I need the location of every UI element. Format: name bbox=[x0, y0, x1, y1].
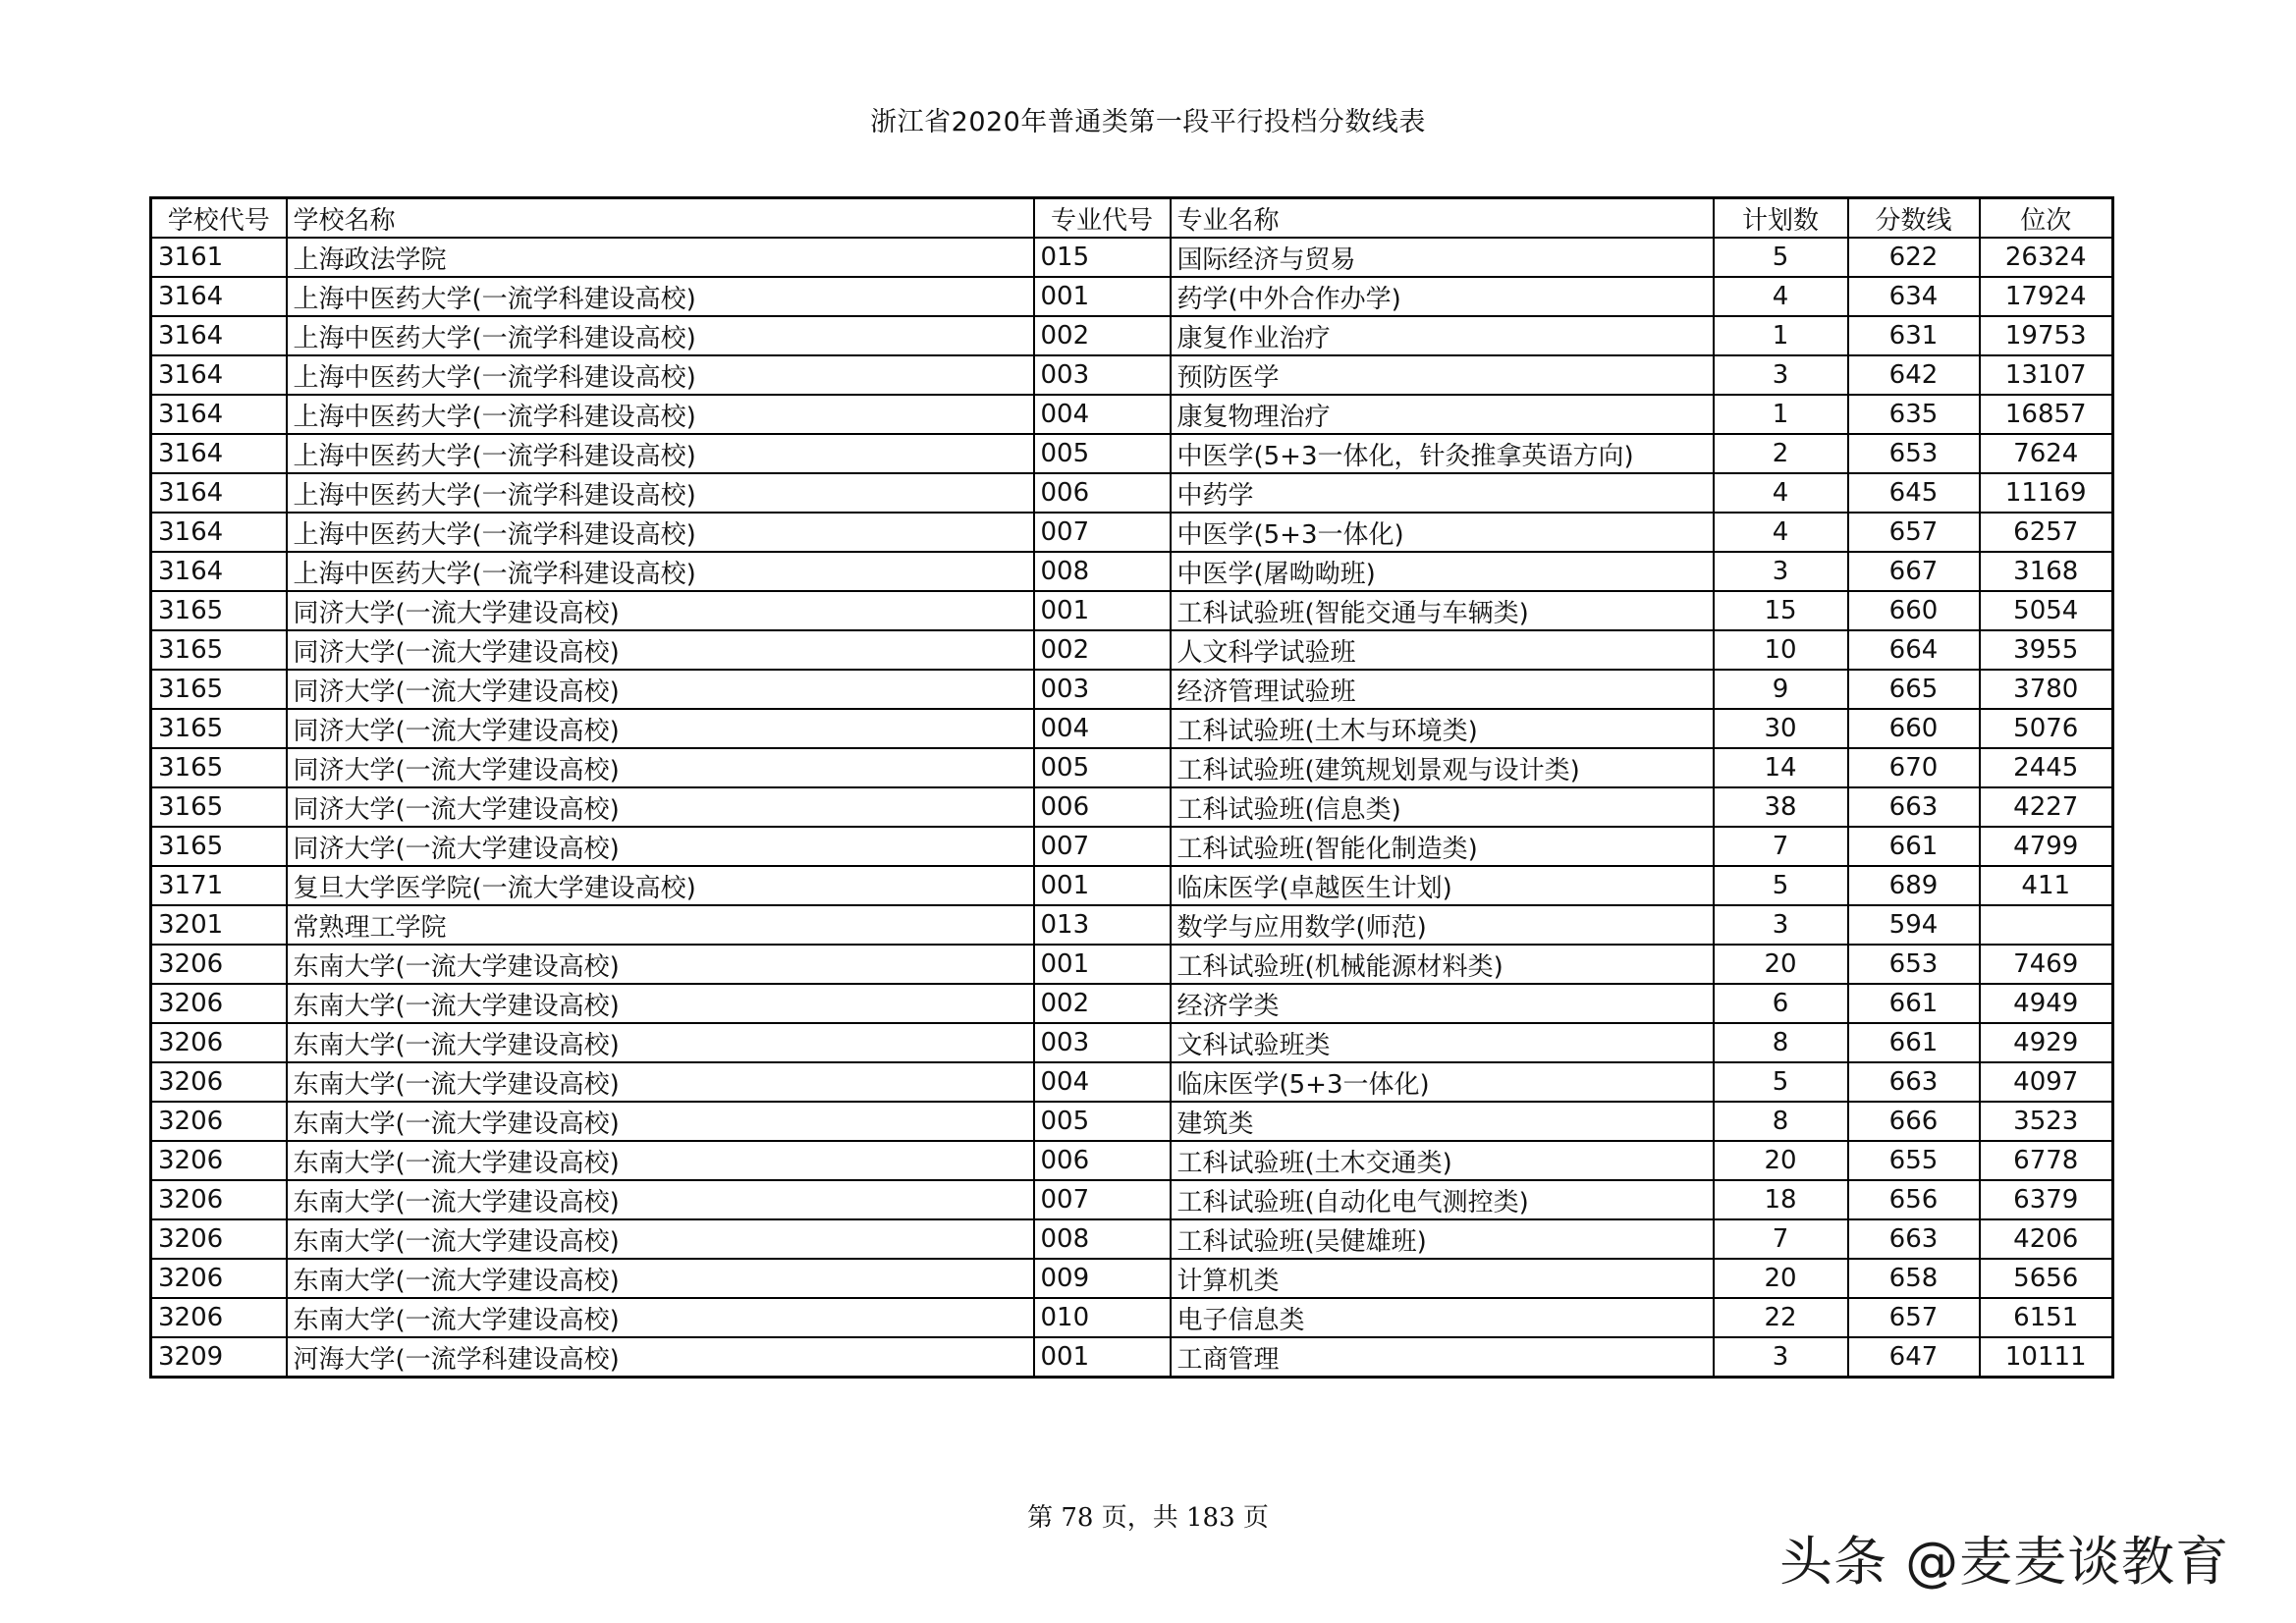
score-line-cell: 634 bbox=[1848, 277, 1980, 316]
col-header-major-code: 专业代号 bbox=[1034, 198, 1171, 239]
plan-count-cell: 20 bbox=[1714, 945, 1848, 984]
table-row bbox=[151, 1180, 2113, 1219]
school-name-cell: 东南大学(一流大学建设高校) bbox=[287, 1259, 1034, 1298]
major-name-cell: 工科试验班(智能交通与车辆类) bbox=[1171, 591, 1714, 630]
table-row bbox=[151, 473, 2113, 513]
school-name-cell: 上海政法学院 bbox=[287, 238, 1034, 277]
score-line-cell: 635 bbox=[1848, 395, 1980, 434]
school-code-cell: 3209 bbox=[151, 1337, 287, 1378]
table-row bbox=[151, 1337, 2113, 1378]
major-name-cell: 康复物理治疗 bbox=[1171, 395, 1714, 434]
major-name-cell: 经济学类 bbox=[1171, 984, 1714, 1023]
rank-cell: 6778 bbox=[1980, 1141, 2113, 1180]
major-name-cell: 中医学(5+3一体化，针灸推拿英语方向) bbox=[1171, 434, 1714, 473]
rank-cell: 3168 bbox=[1980, 552, 2113, 591]
score-line-cell: 653 bbox=[1848, 434, 1980, 473]
school-name-cell: 东南大学(一流大学建设高校) bbox=[287, 1141, 1034, 1180]
school-name-cell: 常熟理工学院 bbox=[287, 905, 1034, 945]
major-code-cell: 001 bbox=[1034, 1337, 1171, 1378]
major-code-cell: 005 bbox=[1034, 748, 1171, 787]
plan-count-cell: 8 bbox=[1714, 1102, 1848, 1141]
major-name-cell: 国际经济与贸易 bbox=[1171, 238, 1714, 277]
school-code-cell: 3206 bbox=[151, 1180, 287, 1219]
major-code-cell: 004 bbox=[1034, 709, 1171, 748]
plan-count-cell: 3 bbox=[1714, 905, 1848, 945]
major-name-cell: 工科试验班(吴健雄班) bbox=[1171, 1219, 1714, 1259]
school-code-cell: 3164 bbox=[151, 395, 287, 434]
major-name-cell: 工科试验班(土木交通类) bbox=[1171, 1141, 1714, 1180]
plan-count-cell: 5 bbox=[1714, 238, 1848, 277]
major-code-cell: 001 bbox=[1034, 945, 1171, 984]
school-code-cell: 3206 bbox=[151, 1298, 287, 1337]
major-code-cell: 006 bbox=[1034, 787, 1171, 827]
major-code-cell: 005 bbox=[1034, 434, 1171, 473]
plan-count-cell: 38 bbox=[1714, 787, 1848, 827]
school-code-cell: 3165 bbox=[151, 630, 287, 670]
major-name-cell: 工科试验班(信息类) bbox=[1171, 787, 1714, 827]
major-name-cell: 康复作业治疗 bbox=[1171, 316, 1714, 355]
school-code-cell: 3164 bbox=[151, 552, 287, 591]
plan-count-cell: 7 bbox=[1714, 827, 1848, 866]
major-name-cell: 文科试验班类 bbox=[1171, 1023, 1714, 1062]
plan-count-cell: 20 bbox=[1714, 1141, 1848, 1180]
rank-cell: 4949 bbox=[1980, 984, 2113, 1023]
table-row bbox=[151, 552, 2113, 591]
school-code-cell: 3164 bbox=[151, 355, 287, 395]
plan-count-cell: 4 bbox=[1714, 513, 1848, 552]
plan-count-cell: 15 bbox=[1714, 591, 1848, 630]
table-row bbox=[151, 1141, 2113, 1180]
col-header-rank: 位次 bbox=[1980, 198, 2113, 239]
table-row bbox=[151, 787, 2113, 827]
score-line-cell: 660 bbox=[1848, 709, 1980, 748]
school-code-cell: 3165 bbox=[151, 591, 287, 630]
school-code-cell: 3165 bbox=[151, 748, 287, 787]
watermark: 头条 @麦麦谈教育 bbox=[1779, 1531, 2230, 1593]
rank-cell: 5054 bbox=[1980, 591, 2113, 630]
rank-cell: 4799 bbox=[1980, 827, 2113, 866]
plan-count-cell: 14 bbox=[1714, 748, 1848, 787]
school-code-cell: 3206 bbox=[151, 945, 287, 984]
school-code-cell: 3206 bbox=[151, 984, 287, 1023]
school-code-cell: 3164 bbox=[151, 473, 287, 513]
school-name-cell: 上海中医药大学(一流学科建设高校) bbox=[287, 473, 1034, 513]
score-line-cell: 655 bbox=[1848, 1141, 1980, 1180]
major-code-cell: 002 bbox=[1034, 984, 1171, 1023]
rank-cell: 4206 bbox=[1980, 1219, 2113, 1259]
school-name-cell: 上海中医药大学(一流学科建设高校) bbox=[287, 277, 1034, 316]
major-name-cell: 工科试验班(建筑规划景观与设计类) bbox=[1171, 748, 1714, 787]
school-name-cell: 东南大学(一流大学建设高校) bbox=[287, 1180, 1034, 1219]
school-code-cell: 3164 bbox=[151, 434, 287, 473]
score-line-cell: 664 bbox=[1848, 630, 1980, 670]
plan-count-cell: 22 bbox=[1714, 1298, 1848, 1337]
rank-cell: 3955 bbox=[1980, 630, 2113, 670]
page-number: 第 78 页，共 183 页 bbox=[1027, 1503, 1269, 1533]
col-header-school-name: 学校名称 bbox=[287, 198, 1034, 239]
major-name-cell: 药学(中外合作办学) bbox=[1171, 277, 1714, 316]
major-code-cell: 002 bbox=[1034, 630, 1171, 670]
score-line-cell: 667 bbox=[1848, 552, 1980, 591]
major-code-cell: 003 bbox=[1034, 1023, 1171, 1062]
rank-cell: 6257 bbox=[1980, 513, 2113, 552]
score-line-cell: 670 bbox=[1848, 748, 1980, 787]
score-line-cell: 653 bbox=[1848, 945, 1980, 984]
col-header-school-code: 学校代号 bbox=[151, 198, 287, 239]
table-row bbox=[151, 945, 2113, 984]
score-line-cell: 645 bbox=[1848, 473, 1980, 513]
rank-cell: 4097 bbox=[1980, 1062, 2113, 1102]
table-header-row bbox=[151, 198, 2113, 239]
school-code-cell: 3165 bbox=[151, 787, 287, 827]
major-code-cell: 006 bbox=[1034, 1141, 1171, 1180]
major-code-cell: 001 bbox=[1034, 591, 1171, 630]
plan-count-cell: 1 bbox=[1714, 395, 1848, 434]
rank-cell: 2445 bbox=[1980, 748, 2113, 787]
school-code-cell: 3206 bbox=[151, 1062, 287, 1102]
school-name-cell: 东南大学(一流大学建设高校) bbox=[287, 1219, 1034, 1259]
score-line-cell: 631 bbox=[1848, 316, 1980, 355]
table-row bbox=[151, 630, 2113, 670]
table-row bbox=[151, 591, 2113, 630]
school-name-cell: 同济大学(一流大学建设高校) bbox=[287, 630, 1034, 670]
plan-count-cell: 8 bbox=[1714, 1023, 1848, 1062]
school-name-cell: 东南大学(一流大学建设高校) bbox=[287, 945, 1034, 984]
major-code-cell: 006 bbox=[1034, 473, 1171, 513]
plan-count-cell: 5 bbox=[1714, 866, 1848, 905]
school-name-cell: 同济大学(一流大学建设高校) bbox=[287, 709, 1034, 748]
table-row bbox=[151, 866, 2113, 905]
score-line-cell: 665 bbox=[1848, 670, 1980, 709]
major-code-cell: 010 bbox=[1034, 1298, 1171, 1337]
score-line-cell: 660 bbox=[1848, 591, 1980, 630]
plan-count-cell: 2 bbox=[1714, 434, 1848, 473]
plan-count-cell: 4 bbox=[1714, 277, 1848, 316]
table-row bbox=[151, 670, 2113, 709]
table-row bbox=[151, 395, 2113, 434]
plan-count-cell: 3 bbox=[1714, 355, 1848, 395]
rank-cell: 7469 bbox=[1980, 945, 2113, 984]
table-row bbox=[151, 238, 2113, 277]
major-name-cell: 中医学(屠呦呦班) bbox=[1171, 552, 1714, 591]
rank-cell: 19753 bbox=[1980, 316, 2113, 355]
rank-cell: 3523 bbox=[1980, 1102, 2113, 1141]
rank-cell: 6379 bbox=[1980, 1180, 2113, 1219]
rank-cell: 11169 bbox=[1980, 473, 2113, 513]
major-code-cell: 009 bbox=[1034, 1259, 1171, 1298]
school-name-cell: 同济大学(一流大学建设高校) bbox=[287, 787, 1034, 827]
plan-count-cell: 7 bbox=[1714, 1219, 1848, 1259]
plan-count-cell: 9 bbox=[1714, 670, 1848, 709]
school-code-cell: 3201 bbox=[151, 905, 287, 945]
major-name-cell: 临床医学(5+3一体化) bbox=[1171, 1062, 1714, 1102]
major-code-cell: 004 bbox=[1034, 1062, 1171, 1102]
school-name-cell: 上海中医药大学(一流学科建设高校) bbox=[287, 552, 1034, 591]
major-code-cell: 001 bbox=[1034, 277, 1171, 316]
major-name-cell: 电子信息类 bbox=[1171, 1298, 1714, 1337]
score-line-cell: 622 bbox=[1848, 238, 1980, 277]
rank-cell: 13107 bbox=[1980, 355, 2113, 395]
score-line-cell: 656 bbox=[1848, 1180, 1980, 1219]
school-code-cell: 3161 bbox=[151, 238, 287, 277]
major-name-cell: 计算机类 bbox=[1171, 1259, 1714, 1298]
major-name-cell: 临床医学(卓越医生计划) bbox=[1171, 866, 1714, 905]
major-name-cell: 中医学(5+3一体化) bbox=[1171, 513, 1714, 552]
school-code-cell: 3165 bbox=[151, 827, 287, 866]
major-code-cell: 003 bbox=[1034, 355, 1171, 395]
plan-count-cell: 3 bbox=[1714, 1337, 1848, 1378]
document-title: 浙江省2020年普通类第一段平行投档分数线表 bbox=[870, 107, 1426, 137]
rank-cell: 3780 bbox=[1980, 670, 2113, 709]
major-name-cell: 工科试验班(机械能源材料类) bbox=[1171, 945, 1714, 984]
school-code-cell: 3164 bbox=[151, 277, 287, 316]
major-name-cell: 人文科学试验班 bbox=[1171, 630, 1714, 670]
score-line-cell: 657 bbox=[1848, 513, 1980, 552]
score-line-cell: 647 bbox=[1848, 1337, 1980, 1378]
rank-cell: 26324 bbox=[1980, 238, 2113, 277]
score-line-cell: 663 bbox=[1848, 787, 1980, 827]
school-code-cell: 3165 bbox=[151, 709, 287, 748]
major-code-cell: 008 bbox=[1034, 552, 1171, 591]
score-line-cell: 642 bbox=[1848, 355, 1980, 395]
score-line-cell: 663 bbox=[1848, 1062, 1980, 1102]
rank-cell: 4227 bbox=[1980, 787, 2113, 827]
rank-cell: 16857 bbox=[1980, 395, 2113, 434]
major-code-cell: 002 bbox=[1034, 316, 1171, 355]
school-code-cell: 3206 bbox=[151, 1219, 287, 1259]
school-code-cell: 3206 bbox=[151, 1102, 287, 1141]
plan-count-cell: 18 bbox=[1714, 1180, 1848, 1219]
rank-cell bbox=[1980, 905, 2113, 945]
table-row bbox=[151, 827, 2113, 866]
table-row bbox=[151, 513, 2113, 552]
major-code-cell: 003 bbox=[1034, 670, 1171, 709]
school-name-cell: 复旦大学医学院(一流大学建设高校) bbox=[287, 866, 1034, 905]
table-row bbox=[151, 1023, 2113, 1062]
school-code-cell: 3206 bbox=[151, 1259, 287, 1298]
table-row bbox=[151, 1259, 2113, 1298]
school-name-cell: 东南大学(一流大学建设高校) bbox=[287, 984, 1034, 1023]
school-code-cell: 3206 bbox=[151, 1023, 287, 1062]
table-row bbox=[151, 984, 2113, 1023]
school-name-cell: 同济大学(一流大学建设高校) bbox=[287, 748, 1034, 787]
school-name-cell: 上海中医药大学(一流学科建设高校) bbox=[287, 513, 1034, 552]
rank-cell: 7624 bbox=[1980, 434, 2113, 473]
school-name-cell: 东南大学(一流大学建设高校) bbox=[287, 1298, 1034, 1337]
school-name-cell: 上海中医药大学(一流学科建设高校) bbox=[287, 355, 1034, 395]
plan-count-cell: 4 bbox=[1714, 473, 1848, 513]
major-code-cell: 007 bbox=[1034, 1180, 1171, 1219]
plan-count-cell: 10 bbox=[1714, 630, 1848, 670]
table-row bbox=[151, 1102, 2113, 1141]
col-header-plan-count: 计划数 bbox=[1714, 198, 1848, 239]
major-name-cell: 预防医学 bbox=[1171, 355, 1714, 395]
major-code-cell: 015 bbox=[1034, 238, 1171, 277]
school-name-cell: 上海中医药大学(一流学科建设高校) bbox=[287, 316, 1034, 355]
table-row bbox=[151, 1298, 2113, 1337]
major-name-cell: 工科试验班(土木与环境类) bbox=[1171, 709, 1714, 748]
col-header-score-line: 分数线 bbox=[1848, 198, 1980, 239]
school-code-cell: 3164 bbox=[151, 513, 287, 552]
school-name-cell: 东南大学(一流大学建设高校) bbox=[287, 1062, 1034, 1102]
school-code-cell: 3165 bbox=[151, 670, 287, 709]
major-name-cell: 工商管理 bbox=[1171, 1337, 1714, 1378]
rank-cell: 10111 bbox=[1980, 1337, 2113, 1378]
table-row bbox=[151, 316, 2113, 355]
score-line-cell: 594 bbox=[1848, 905, 1980, 945]
major-code-cell: 007 bbox=[1034, 513, 1171, 552]
school-name-cell: 同济大学(一流大学建设高校) bbox=[287, 670, 1034, 709]
table-row bbox=[151, 1219, 2113, 1259]
major-code-cell: 004 bbox=[1034, 395, 1171, 434]
major-name-cell: 建筑类 bbox=[1171, 1102, 1714, 1141]
col-header-major-name: 专业名称 bbox=[1171, 198, 1714, 239]
school-name-cell: 上海中医药大学(一流学科建设高校) bbox=[287, 434, 1034, 473]
major-code-cell: 007 bbox=[1034, 827, 1171, 866]
score-line-cell: 658 bbox=[1848, 1259, 1980, 1298]
rank-cell: 5076 bbox=[1980, 709, 2113, 748]
major-code-cell: 001 bbox=[1034, 866, 1171, 905]
score-line-cell: 661 bbox=[1848, 827, 1980, 866]
plan-count-cell: 20 bbox=[1714, 1259, 1848, 1298]
major-name-cell: 经济管理试验班 bbox=[1171, 670, 1714, 709]
score-table bbox=[149, 196, 2114, 1379]
table-row bbox=[151, 434, 2113, 473]
major-code-cell: 008 bbox=[1034, 1219, 1171, 1259]
rank-cell: 17924 bbox=[1980, 277, 2113, 316]
rank-cell: 411 bbox=[1980, 866, 2113, 905]
school-code-cell: 3206 bbox=[151, 1141, 287, 1180]
major-name-cell: 数学与应用数学(师范) bbox=[1171, 905, 1714, 945]
score-line-cell: 689 bbox=[1848, 866, 1980, 905]
plan-count-cell: 5 bbox=[1714, 1062, 1848, 1102]
major-name-cell: 中药学 bbox=[1171, 473, 1714, 513]
table-row bbox=[151, 905, 2113, 945]
major-name-cell: 工科试验班(智能化制造类) bbox=[1171, 827, 1714, 866]
score-line-cell: 663 bbox=[1848, 1219, 1980, 1259]
table-row bbox=[151, 355, 2113, 395]
table-body bbox=[151, 238, 2113, 1378]
table-row bbox=[151, 748, 2113, 787]
school-code-cell: 3164 bbox=[151, 316, 287, 355]
school-name-cell: 东南大学(一流大学建设高校) bbox=[287, 1102, 1034, 1141]
table-row bbox=[151, 709, 2113, 748]
major-code-cell: 013 bbox=[1034, 905, 1171, 945]
major-name-cell: 工科试验班(自动化电气测控类) bbox=[1171, 1180, 1714, 1219]
school-name-cell: 东南大学(一流大学建设高校) bbox=[287, 1023, 1034, 1062]
plan-count-cell: 6 bbox=[1714, 984, 1848, 1023]
major-code-cell: 005 bbox=[1034, 1102, 1171, 1141]
rank-cell: 6151 bbox=[1980, 1298, 2113, 1337]
rank-cell: 4929 bbox=[1980, 1023, 2113, 1062]
score-line-cell: 661 bbox=[1848, 1023, 1980, 1062]
school-name-cell: 河海大学(一流学科建设高校) bbox=[287, 1337, 1034, 1378]
school-name-cell: 同济大学(一流大学建设高校) bbox=[287, 591, 1034, 630]
plan-count-cell: 1 bbox=[1714, 316, 1848, 355]
school-name-cell: 上海中医药大学(一流学科建设高校) bbox=[287, 395, 1034, 434]
plan-count-cell: 3 bbox=[1714, 552, 1848, 591]
plan-count-cell: 30 bbox=[1714, 709, 1848, 748]
school-name-cell: 同济大学(一流大学建设高校) bbox=[287, 827, 1034, 866]
table-row bbox=[151, 1062, 2113, 1102]
rank-cell: 5656 bbox=[1980, 1259, 2113, 1298]
score-line-cell: 666 bbox=[1848, 1102, 1980, 1141]
score-line-cell: 661 bbox=[1848, 984, 1980, 1023]
school-code-cell: 3171 bbox=[151, 866, 287, 905]
table-row bbox=[151, 277, 2113, 316]
score-line-cell: 657 bbox=[1848, 1298, 1980, 1337]
